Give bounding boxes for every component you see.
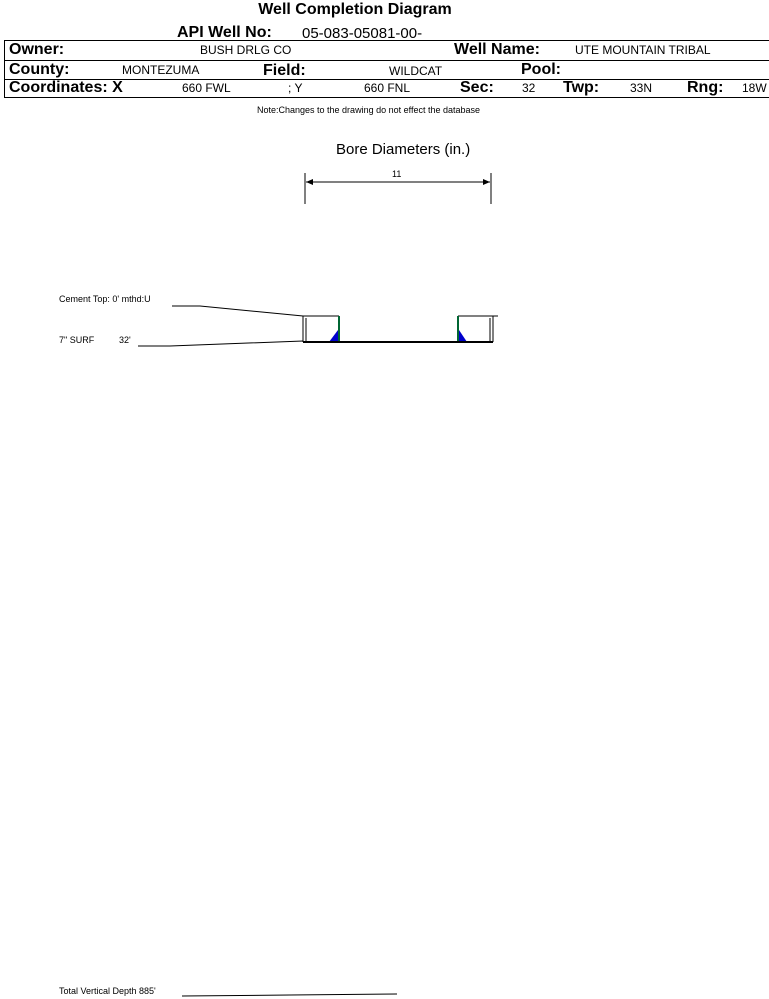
total-depth-leader (182, 994, 397, 996)
owner-label: Owner: (9, 41, 65, 58)
left-casing-wall (303, 316, 339, 342)
well-name-label: Well Name: (454, 41, 540, 58)
casing-label: 7" SURF (59, 335, 95, 345)
database-note: Note:Changes to the drawing do not effect the database (257, 105, 480, 115)
cement-top-label: Cement Top: 0' mthd:U (59, 294, 151, 304)
township-label: Twp: (563, 79, 600, 96)
bore-diameter-value: 11 (392, 169, 402, 179)
field-label: Field: (263, 62, 306, 79)
bore-diameters-title: Bore Diameters (in.) (336, 141, 471, 158)
range-label: Rng: (687, 79, 724, 96)
total-depth-label: Total Vertical Depth 885' (59, 986, 156, 996)
api-well-value: 05-083-05081-00- (302, 25, 423, 42)
owner-value: BUSH DRLG CO (200, 43, 292, 57)
right-casing-wall (458, 316, 498, 342)
county-label: County: (9, 61, 70, 78)
cement-top-leader (172, 306, 303, 316)
county-value: MONTEZUMA (122, 63, 200, 77)
field-value: WILDCAT (389, 64, 443, 78)
casing-leader (138, 341, 303, 346)
api-well-label: API Well No: (177, 24, 272, 41)
range-value: 18W (742, 81, 767, 95)
pool-label: Pool: (521, 61, 561, 78)
section-value: 32 (522, 81, 536, 95)
section-label: Sec: (460, 79, 494, 96)
coordinates-y-value: 660 FNL (364, 81, 411, 95)
bore-diameter-dimension (305, 173, 491, 204)
cement-fill (329, 330, 338, 342)
page-title: Well Completion Diagram (258, 1, 452, 18)
coordinates-x-value: 660 FWL (182, 81, 231, 95)
coordinates-x-label: Coordinates: X (9, 79, 123, 96)
casing-depth: 32' (119, 335, 131, 345)
township-value: 33N (630, 81, 653, 95)
coordinates-y-label: ; Y (288, 81, 303, 95)
cement-fill (459, 330, 467, 342)
well-name-value: UTE MOUNTAIN TRIBAL (575, 43, 711, 57)
